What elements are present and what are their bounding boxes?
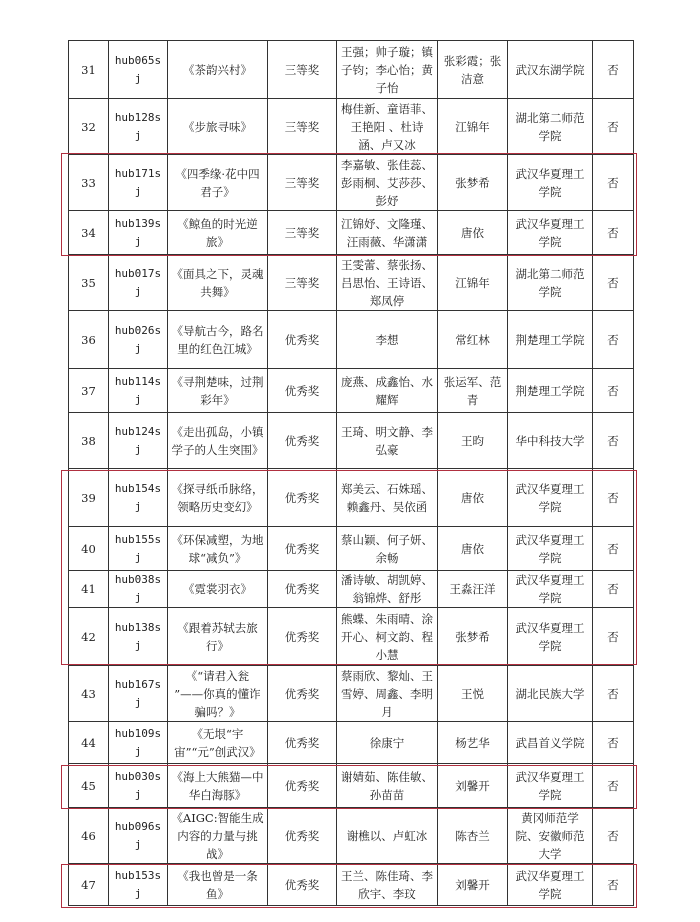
entry-id: hub124sj (109, 413, 168, 469)
award-table (68, 40, 634, 906)
advisor: 杨艺华 (438, 722, 508, 764)
work-title: 《我也曾是一条鱼》 (168, 864, 268, 906)
table-row (69, 527, 634, 571)
award-level: 三等奖 (268, 41, 337, 99)
flag: 否 (593, 311, 634, 369)
authors: 王强；帅子璇；镇子钧；李心怡；黄子怡 (337, 41, 438, 99)
award-level: 优秀奖 (268, 413, 337, 469)
entry-id: hub114sj (109, 369, 168, 413)
award-level: 优秀奖 (268, 608, 337, 666)
work-title: 《四季缘·花中四君子》 (168, 155, 268, 211)
entry-id: hub065sj (109, 41, 168, 99)
advisor: 张运军、范青 (438, 369, 508, 413)
advisor: 江锦年 (438, 255, 508, 311)
table-row (69, 369, 634, 413)
table-row (69, 413, 634, 469)
award-level: 优秀奖 (268, 571, 337, 608)
row-number: 35 (69, 255, 109, 311)
row-number: 39 (69, 469, 109, 527)
row-number: 42 (69, 608, 109, 666)
school: 武汉华夏理工学院 (508, 864, 593, 906)
authors: 李嘉敏、张佳蕊、彭雨桐、艾莎莎、彭妤 (337, 155, 438, 211)
row-number: 34 (69, 211, 109, 255)
authors: 李想 (337, 311, 438, 369)
flag: 否 (593, 469, 634, 527)
table-row (69, 155, 634, 211)
row-number: 36 (69, 311, 109, 369)
table-row (69, 864, 634, 906)
flag: 否 (593, 666, 634, 722)
work-title: 《茶韵兴村》 (168, 41, 268, 99)
work-title: 《无垠“宇宙”“元”创武汉》 (168, 722, 268, 764)
row-number: 41 (69, 571, 109, 608)
entry-id: hub017sj (109, 255, 168, 311)
award-level: 优秀奖 (268, 527, 337, 571)
row-number: 47 (69, 864, 109, 906)
table-row (69, 764, 634, 808)
flag: 否 (593, 722, 634, 764)
table-row (69, 41, 634, 99)
work-title: 《导航古今，路名里的红色江城》 (168, 311, 268, 369)
flag: 否 (593, 155, 634, 211)
award-level: 优秀奖 (268, 469, 337, 527)
authors: 蔡山颖、何子妍、余畅 (337, 527, 438, 571)
work-title: 《探寻纸币脉络，领略历史变幻》 (168, 469, 268, 527)
work-title: 《海上大熊猫—中华白海豚》 (168, 764, 268, 808)
award-level: 三等奖 (268, 211, 337, 255)
table-row (69, 469, 634, 527)
table-row (69, 571, 634, 608)
flag: 否 (593, 413, 634, 469)
work-title: 《AIGC:智能生成内容的力量与挑战》 (168, 808, 268, 864)
flag: 否 (593, 527, 634, 571)
school: 荆楚理工学院 (508, 311, 593, 369)
row-number: 45 (69, 764, 109, 808)
school: 武汉东湖学院 (508, 41, 593, 99)
authors: 庞燕、成鑫怡、水耀辉 (337, 369, 438, 413)
entry-id: hub030sj (109, 764, 168, 808)
table-row (69, 255, 634, 311)
advisor: 王昀 (438, 413, 508, 469)
row-number: 38 (69, 413, 109, 469)
advisor: 常红林 (438, 311, 508, 369)
authors: 谢樵以、卢虹冰 (337, 808, 438, 864)
authors: 谢婧茹、陈佳敏、孙苗苗 (337, 764, 438, 808)
flag: 否 (593, 211, 634, 255)
table-row (69, 808, 634, 864)
entry-id: hub026sj (109, 311, 168, 369)
school: 武汉华夏理工学院 (508, 469, 593, 527)
advisor: 张梦希 (438, 608, 508, 666)
authors: 郑美云、石姝瑶、赖鑫丹、吴依函 (337, 469, 438, 527)
entry-id: hub128sj (109, 99, 168, 155)
work-title: 《鲸鱼的时光逆旅》 (168, 211, 268, 255)
table-row (69, 608, 634, 666)
row-number: 44 (69, 722, 109, 764)
entry-id: hub155sj (109, 527, 168, 571)
entry-id: hub096sj (109, 808, 168, 864)
school: 湖北第二师范学院 (508, 255, 593, 311)
entry-id: hub167sj (109, 666, 168, 722)
award-level: 优秀奖 (268, 764, 337, 808)
flag: 否 (593, 255, 634, 311)
entry-id: hub139sj (109, 211, 168, 255)
award-level: 优秀奖 (268, 808, 337, 864)
authors: 梅佳新、童语菲、王艳阳 、杜诗涵、卢又冰 (337, 99, 438, 155)
flag: 否 (593, 764, 634, 808)
award-level: 优秀奖 (268, 722, 337, 764)
award-level: 三等奖 (268, 99, 337, 155)
work-title: 《寻荆楚味，过荆彩年》 (168, 369, 268, 413)
authors: 徐康宁 (337, 722, 438, 764)
award-level: 三等奖 (268, 155, 337, 211)
advisor: 王悦 (438, 666, 508, 722)
advisor: 唐依 (438, 211, 508, 255)
row-number: 33 (69, 155, 109, 211)
table-row (69, 99, 634, 155)
work-title: 《跟着苏轼去旅行》 (168, 608, 268, 666)
flag: 否 (593, 864, 634, 906)
row-number: 46 (69, 808, 109, 864)
school: 湖北第二师范学院 (508, 99, 593, 155)
authors: 江锦妤、文隆瑾、汪雨薇、华潇潇 (337, 211, 438, 255)
flag: 否 (593, 99, 634, 155)
table-row (69, 666, 634, 722)
work-title: 《环保减塑，为地球“减负”》 (168, 527, 268, 571)
authors: 熊蝶、朱雨晴、涂开心、柯文韵、程小慧 (337, 608, 438, 666)
entry-id: hub154sj (109, 469, 168, 527)
school: 武汉华夏理工学院 (508, 527, 593, 571)
award-level: 优秀奖 (268, 864, 337, 906)
advisor: 刘馨开 (438, 764, 508, 808)
flag: 否 (593, 41, 634, 99)
authors: 王琦、明文静、李弘豪 (337, 413, 438, 469)
school: 武汉华夏理工学院 (508, 571, 593, 608)
advisor: 唐依 (438, 469, 508, 527)
advisor: 唐依 (438, 527, 508, 571)
entry-id: hub038sj (109, 571, 168, 608)
row-number: 37 (69, 369, 109, 413)
authors: 王兰、陈佳琦、李欣宇、李玟 (337, 864, 438, 906)
authors: 潘诗敏、胡凯婷、翁锦烨、舒彤 (337, 571, 438, 608)
award-level: 三等奖 (268, 255, 337, 311)
authors: 蔡雨欣、黎灿、王雪婷、周鑫、李明月 (337, 666, 438, 722)
entry-id: hub138sj (109, 608, 168, 666)
school: 华中科技大学 (508, 413, 593, 469)
advisor: 刘馨开 (438, 864, 508, 906)
school: 黄冈师范学院、安徽师范大学 (508, 808, 593, 864)
advisor: 张彩霞；张洁意 (438, 41, 508, 99)
row-number: 32 (69, 99, 109, 155)
flag: 否 (593, 369, 634, 413)
authors: 王雯蕾、蔡张扬、吕思怡、王诗语、郑凤停 (337, 255, 438, 311)
flag: 否 (593, 808, 634, 864)
work-title: 《霓裳羽衣》 (168, 571, 268, 608)
advisor: 江锦年 (438, 99, 508, 155)
work-title: 《面具之下，灵魂共舞》 (168, 255, 268, 311)
table-row (69, 311, 634, 369)
school: 武汉华夏理工学院 (508, 764, 593, 808)
school: 武汉华夏理工学院 (508, 211, 593, 255)
row-number: 43 (69, 666, 109, 722)
school: 荆楚理工学院 (508, 369, 593, 413)
flag: 否 (593, 608, 634, 666)
school: 湖北民族大学 (508, 666, 593, 722)
flag: 否 (593, 571, 634, 608)
row-number: 40 (69, 527, 109, 571)
school: 武汉华夏理工学院 (508, 608, 593, 666)
school: 武昌首义学院 (508, 722, 593, 764)
work-title: 《“请君入瓮 ”——你真的懂诈骗吗？》 (168, 666, 268, 722)
school: 武汉华夏理工学院 (508, 155, 593, 211)
table-row (69, 211, 634, 255)
work-title: 《步旅寻味》 (168, 99, 268, 155)
table-row (69, 722, 634, 764)
entry-id: hub171sj (109, 155, 168, 211)
work-title: 《走出孤岛，小镇学子的人生突围》 (168, 413, 268, 469)
advisor: 张梦希 (438, 155, 508, 211)
entry-id: hub109sj (109, 722, 168, 764)
award-level: 优秀奖 (268, 369, 337, 413)
advisor: 陈杏兰 (438, 808, 508, 864)
award-level: 优秀奖 (268, 311, 337, 369)
award-level: 优秀奖 (268, 666, 337, 722)
entry-id: hub153sj (109, 864, 168, 906)
row-number: 31 (69, 41, 109, 99)
advisor: 王淼汪洋 (438, 571, 508, 608)
